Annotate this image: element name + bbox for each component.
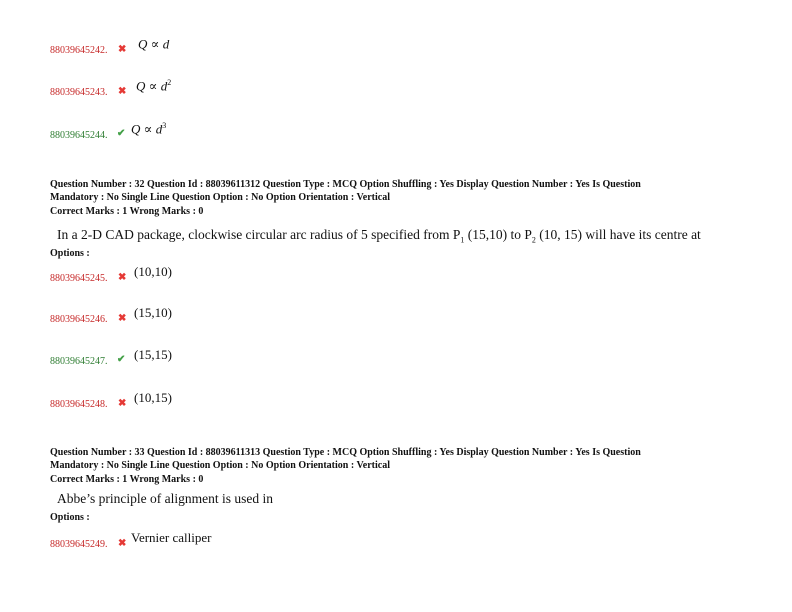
cross-icon: ✖	[118, 313, 127, 324]
option-id: 88039645246.	[50, 314, 108, 325]
cross-icon: ✖	[118, 44, 127, 55]
option-id: 88039645245.	[50, 273, 108, 284]
meta-line: Question Number : 33 Question Id : 88039611313 Question Type : MCQ Option Shuffling : Yes Display Question Number : Yes Is Question	[50, 447, 641, 458]
option-id: 88039645244.	[50, 130, 108, 141]
cross-icon: ✖	[118, 538, 127, 549]
check-icon: ✔	[117, 354, 126, 365]
options-label: Options :	[50, 512, 90, 523]
cross-icon: ✖	[118, 398, 127, 409]
option-id: 88039645242.	[50, 45, 108, 56]
option-id: 88039645249.	[50, 539, 108, 550]
cross-icon: ✖	[118, 86, 127, 97]
check-icon: ✔	[117, 128, 126, 139]
meta-line: Mandatory : No Single Line Question Option : No Option Orientation : Vertical	[50, 459, 391, 471]
option-text: (10,10)	[134, 264, 172, 279]
question-meta	[50, 447, 750, 487]
cross-icon: ✖	[118, 272, 127, 283]
marks-line: Correct Marks : 1 Wrong Marks : 0	[50, 206, 204, 217]
meta-line: Question Number : 32 Question Id : 88039611312 Question Type : MCQ Option Shuffling : Yes Display Question Number : Yes Is Question	[50, 179, 641, 190]
question-meta	[50, 179, 750, 219]
option-id: 88039645248.	[50, 399, 108, 410]
option-text: (15,10)	[134, 305, 172, 320]
marks-line: Correct Marks : 1 Wrong Marks : 0	[50, 474, 204, 485]
option-text: Q ∝ d	[138, 36, 170, 52]
option-id: 88039645243.	[50, 87, 108, 98]
option-text: (10,15)	[134, 390, 172, 405]
options-label: Options :	[50, 248, 90, 259]
meta-line: Mandatory : No Single Line Question Option : No Option Orientation : Vertical	[50, 191, 391, 203]
option-text: (15,15)	[134, 347, 172, 362]
option-text: $Q \propto d^3$	[131, 121, 167, 137]
question-text: Abbe’s principle of alignment is used in	[57, 491, 273, 506]
question-text: In a 2-D CAD package, clockwise circular arc radius of 5 specified from $P_1$ (15,10) to $P_2$ (10, 15) will have its centre at	[57, 227, 701, 245]
option-text: $Q \propto d^2$	[136, 78, 172, 94]
option-text: Vernier calliper	[131, 530, 212, 545]
option-id: 88039645247.	[50, 356, 108, 367]
